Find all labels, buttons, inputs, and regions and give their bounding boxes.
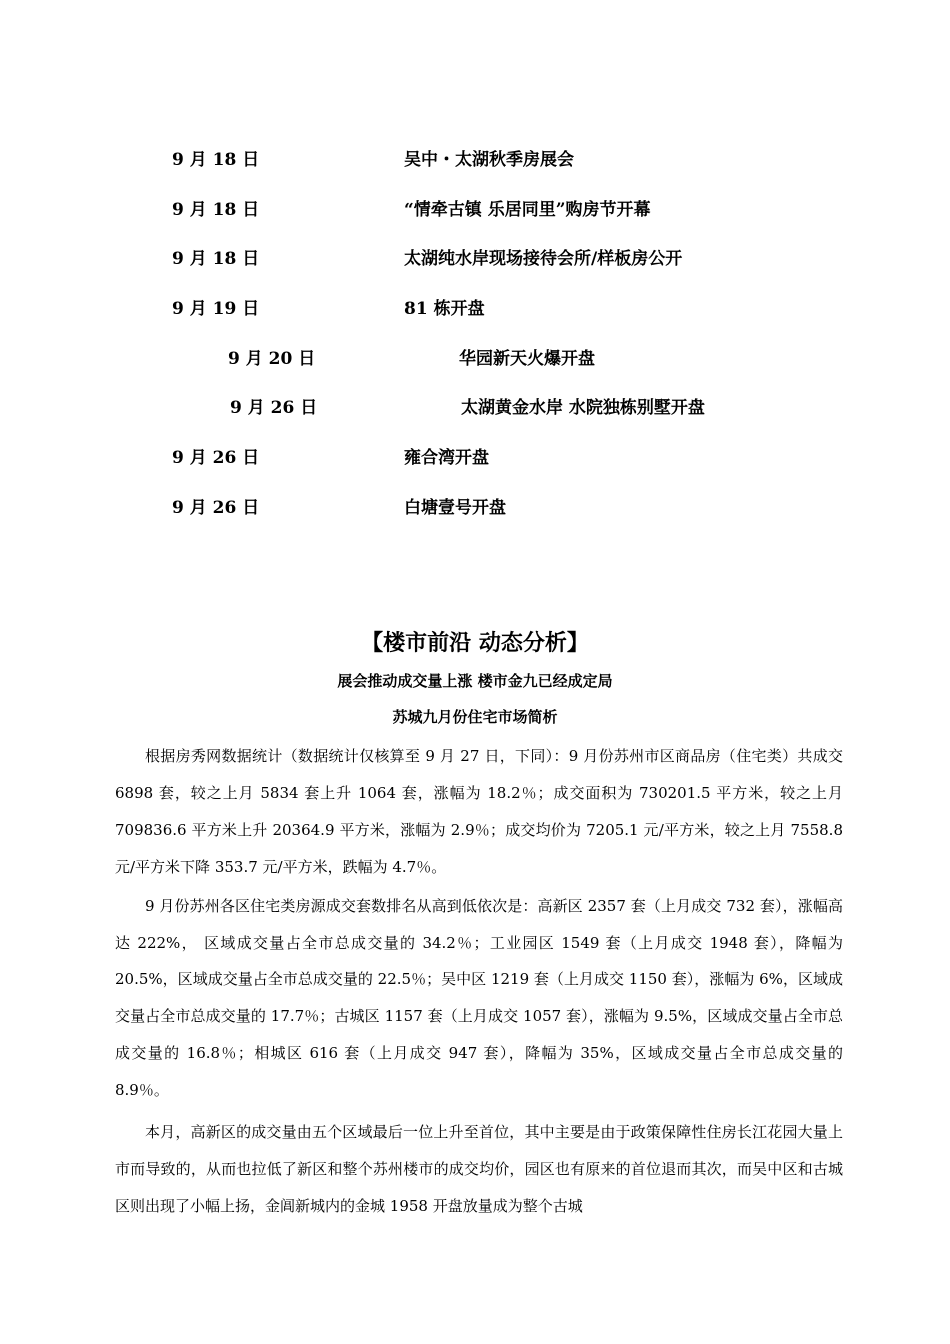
event-date: 9 月 26 日 [172, 448, 260, 469]
event-date: 9 月 18 日 [172, 249, 260, 270]
event-name: 吴中・太湖秋季房展会 [404, 150, 574, 170]
event-row [0, 240, 950, 290]
event-row [0, 290, 950, 340]
event-date: 9 月 26 日 [172, 497, 260, 518]
event-name: 华园新天火爆开盘 [459, 348, 595, 369]
event-name: “情牵古镇 乐居同里”购房节开幕 [404, 199, 651, 220]
paragraph: 本月，高新区的成交量由五个区域最后一位上升至首位，其中主要是由于政策保障性住房长江花园大量上市而导致的，从而也拉低了新区和整个苏州楼市的成交均价，园区也有原来的首位退而其次，而吴中区和古城区则出现了小幅上扬，金阊新城内的金城 1958 开盘放量成为整个古城 [115, 1123, 843, 1215]
section-title: 【楼市前沿 动态分析】 [361, 630, 589, 656]
article-body [115, 738, 843, 1225]
event-row [0, 389, 950, 439]
event-row [0, 191, 950, 241]
paragraph: 根据房秀网数据统计（数据统计仅核算至 9 月 27 日，下同）：9 月份苏州市区商品房（住宅类）共成交 6898 套，较之上月 5834 套上升 1064 套，涨幅为 18.2％；成交面积为 730201.5 平方米，较之上月 709836.6 平方米上升 20364.9 平方米，涨幅为 2.9％；成交均价为 7205.1 元/平方米，较之上月 7558.8 元/平方米下降 353.7 元/平方米，跌幅为 4.7％。 [115, 747, 843, 876]
event-name: 白塘壹号开盘 [404, 497, 506, 518]
event-date: 9 月 19 日 [172, 299, 260, 320]
event-row [0, 489, 950, 539]
article-subheadline: 苏城九月份住宅市场简析 [392, 708, 558, 726]
event-row [0, 439, 950, 489]
event-name: 81 栋开盘 [404, 299, 485, 320]
event-row [0, 340, 950, 390]
event-date: 9 月 26 日 [230, 398, 318, 419]
event-name: 太湖黄金水岸 水院独栋别墅开盘 [461, 398, 705, 419]
event-name: 雍合湾开盘 [404, 448, 489, 469]
event-date: 9 月 20 日 [228, 348, 316, 369]
event-schedule [0, 141, 950, 539]
event-date: 9 月 18 日 [172, 199, 260, 220]
event-name: 太湖纯水岸现场接待会所/样板房公开 [404, 249, 683, 270]
event-date: 9 月 18 日 [172, 150, 260, 170]
article-headline: 展会推动成交量上涨 楼市金九已经成定局 [337, 672, 613, 690]
event-row [0, 141, 950, 191]
paragraph: 9 月份苏州各区住宅类房源成交套数排名从高到低依次是：高新区 2357 套（上月成交 732 套），涨幅高达 222%， 区域成交量占全市总成交量的 34.2％；工业园区 1549 套（上月成交 1948 套），降幅为 20.5%，区域成交量占全市总成交量的 22.5％；吴中区 1219 套（上月成交 1150 套），涨幅为 6%，区域成交量占全市总成交量的 17.7％；古城区 1157 套（上月成交 1057 套），涨幅为 9.5%，区域成交量占全市总成交量的 16.8％；相城区 616 套（上月成交 947 套），降幅为 35%，区域成交量占全市总成交量的 8.9％。 [115, 896, 843, 1100]
